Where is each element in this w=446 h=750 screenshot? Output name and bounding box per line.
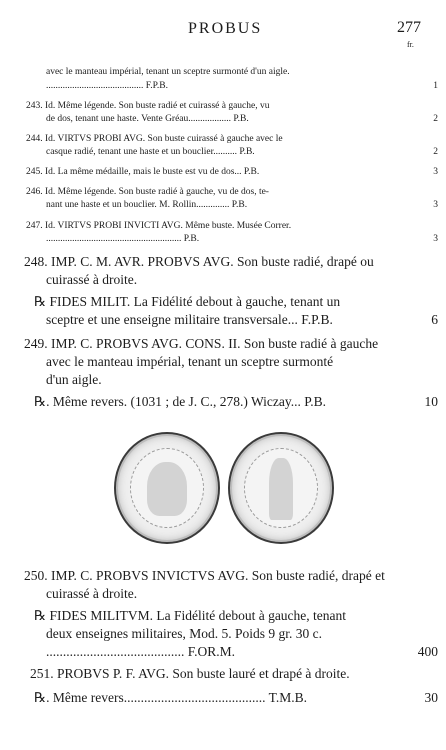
entry-line: 243. Id. Même légende. Son buste radié et cuirassé à gauche, vu — [26, 101, 270, 111]
entry-line: 247. Id. VIRTVS PROBI INVICTI AVG. Même buste. Musée Correr. — [26, 221, 292, 231]
entry-line: d'un aigle. — [46, 372, 102, 387]
entry-line: ℞. Même revers. (1031 ; de J. C., 278.) Wiczay... P.B. — [34, 394, 327, 409]
entry-line: 246. Id. Même légende. Son buste radié à gauche, vu de dos, te- — [26, 187, 269, 197]
entry-value: 400 — [417, 644, 438, 659]
entry-value: 2 — [433, 147, 438, 157]
entry-line: ℞ FIDES MILITVM. La Fidélité debout à gauche, tenant — [34, 608, 347, 623]
entry-value: 10 — [424, 394, 438, 409]
entry-value: 30 — [424, 690, 438, 705]
entry-line: ℞ FIDES MILIT. La Fidélité debout à gauche, tenant un — [34, 294, 341, 309]
entry-line: sceptre et une enseigne militaire transversale... F.P.B. — [46, 312, 333, 327]
entry-line: ......................................... F.P.B. — [46, 81, 168, 91]
currency-abbr: fr. — [407, 40, 414, 49]
entry-value: 3 — [433, 234, 438, 244]
entry-line: 250. IMP. C. PROBVS INVICTVS AVG. Son buste radié, drapé et — [24, 568, 385, 583]
entry-line: nant une haste et un bouclier. M. Rollin.............. P.B. — [46, 200, 248, 210]
entry-line: cuirassé à droite. — [46, 272, 138, 287]
entry-line: 244. Id. VIRTVS PROBI AVG. Son buste cuirassé à gauche avec le — [26, 134, 283, 144]
entry-line: ......................................... F.OR.M. — [46, 644, 236, 659]
entry-line: 251. PROBVS P. F. AVG. Son buste lauré et drapé à droite. — [30, 666, 350, 681]
entry-value: 2 — [433, 114, 438, 124]
entry-value: 3 — [433, 167, 438, 177]
entry-line: 249. IMP. C. PROBVS AVG. CONS. II. Son buste radié à gauche — [24, 336, 379, 351]
entry-line: 248. IMP. C. M. AVR. PROBVS AVG. Son buste radié, drapé ou — [24, 254, 374, 269]
page-header-title: PROBUS — [188, 20, 263, 37]
coin-reverse-image — [228, 432, 334, 544]
entry-line: ℞. Même revers.......................................... T.M.B. — [34, 690, 307, 705]
entry-line: avec le manteau impérial, tenant un sceptre surmonté — [46, 354, 334, 369]
entry-line: deux enseignes militaires, Mod. 5. Poids 9 gr. 30 c. — [46, 626, 322, 641]
coin-obverse-image — [114, 432, 220, 544]
entry-value: 6 — [431, 312, 438, 327]
entry-value: 1 — [433, 81, 438, 91]
page-number: 277 — [397, 19, 421, 36]
entry-value: 3 — [433, 200, 438, 210]
entry-line: cuirassé à droite. — [46, 586, 138, 601]
entry-line: avec le manteau impérial, tenant un sceptre surmonté d'un aigle. — [46, 67, 290, 77]
entry-line: de dos, tenant une haste. Vente Gréau.................. P.B. — [46, 114, 249, 124]
entry-line: 245. Id. La même médaille, mais le buste est vu de dos... P.B. — [26, 167, 260, 177]
entry-line: ......................................................... P.B. — [46, 234, 200, 244]
entry-line: casque radié, tenant une haste et un bouclier.......... P.B. — [46, 147, 255, 157]
